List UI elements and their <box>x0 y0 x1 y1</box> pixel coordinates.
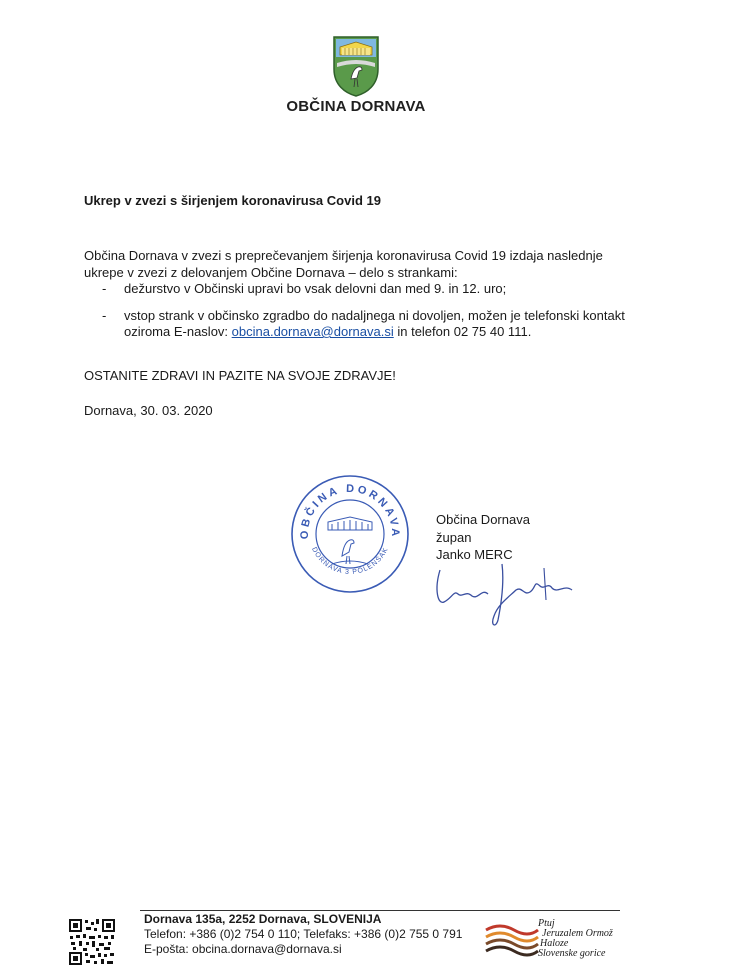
document-heading: Ukrep v zvezi s širjenjem koronavirusa Covid 19 <box>84 193 381 208</box>
signature-block <box>436 511 530 564</box>
regional-logo-text <box>536 919 613 959</box>
stamp-top-text: OBČINA DORNAVA <box>298 482 402 540</box>
signatory-organization: Občina Dornava <box>436 512 530 527</box>
list-item <box>102 308 642 340</box>
logo-word: Haloze <box>540 938 569 949</box>
handwritten-signature <box>432 560 582 632</box>
intro-paragraph: Občina Dornava v zvezi s preprečevanjem širjenja koronavirusa Covid 19 izdaja naslednje ukrepe v zvezi z delovanjem Občine Dornava – delo s strankami: <box>84 248 603 280</box>
organization-title: OBČINA DORNAVA <box>286 98 426 115</box>
logo-word: Slovenske gorice <box>538 948 606 959</box>
regional-logo-icon <box>484 920 540 958</box>
list-item-text: vstop strank v občinsko zgradbo do nadaljnega ni dovoljen, možen je telefonski kontakt oziroma E-naslov: <box>124 308 625 339</box>
document-date: Dornava, 30. 03. 2020 <box>84 403 213 418</box>
footer-address: Dornava 135a, 2252 Dornava, SLOVENIJA <box>144 912 382 926</box>
list-item <box>102 281 642 297</box>
stamp-bottom-text: DORNAVA 3 POLENŠAK <box>310 546 390 577</box>
list-bullet: - <box>102 308 107 323</box>
logo-word: Ptuj <box>538 918 555 929</box>
signatory-name: Janko MERC <box>436 547 513 562</box>
logo-word: Jeruzalem Ormož <box>542 928 613 939</box>
closing-message: OSTANITE ZDRAVI IN PAZITE NA SVOJE ZDRAVJE! <box>84 368 396 383</box>
list-item-text-end: in telefon 02 75 40 111. <box>393 324 532 339</box>
coat-of-arms-icon <box>331 33 381 97</box>
list-bullet: - <box>102 281 107 296</box>
email-link[interactable]: obcina.dornava@dornava.si <box>231 324 394 339</box>
signatory-role: župan <box>436 529 472 545</box>
footer-divider <box>140 910 620 911</box>
footer-email: E-pošta: obcina.dornava@dornava.si <box>144 942 342 956</box>
list-item-text: dežurstvo v Občinski upravi bo vsak delovni dan med 9. in 12. uro; <box>124 281 507 296</box>
official-stamp <box>288 472 412 596</box>
footer-contact <box>144 912 462 957</box>
qr-code-icon <box>68 918 116 966</box>
footer-phone: Telefon: +386 (0)2 754 0 110; Telefaks: +386 (0)2 755 0 791 <box>144 927 463 941</box>
